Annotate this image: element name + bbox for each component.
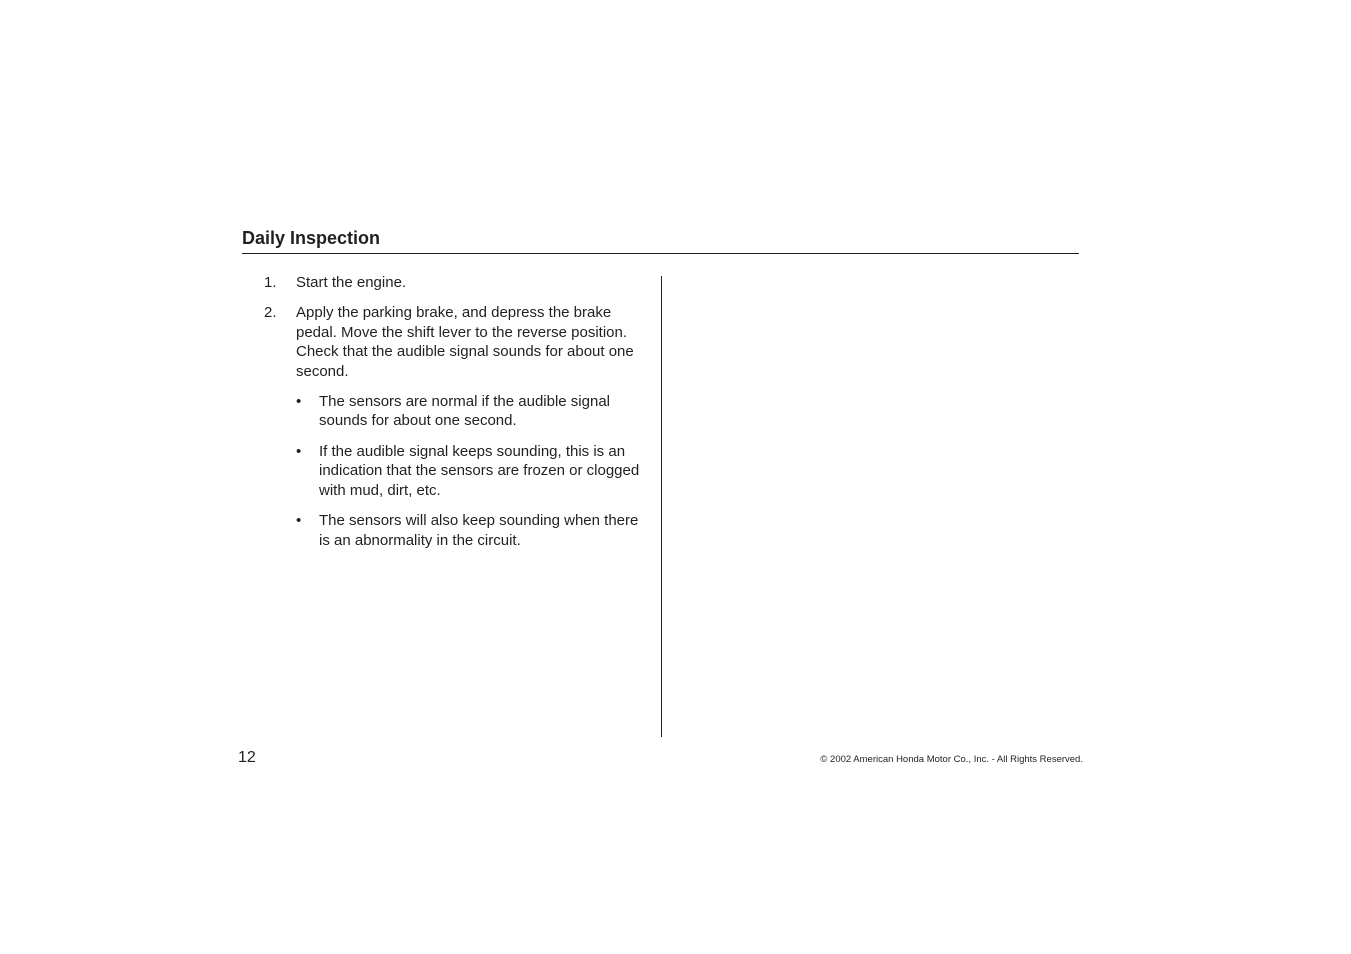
note-item bbox=[296, 392, 642, 431]
bullet-icon: • bbox=[296, 442, 302, 460]
bullet-icon: • bbox=[296, 512, 302, 529]
step-text: Start the engine. bbox=[296, 274, 407, 291]
step-item bbox=[242, 273, 642, 293]
inspection-steps bbox=[242, 273, 642, 561]
section-title: Daily Inspection bbox=[242, 228, 381, 248]
page-number: 12 bbox=[238, 749, 256, 766]
note-item bbox=[296, 442, 642, 501]
step-number: 2. bbox=[264, 304, 277, 321]
note-text: The sensors are normal if the audible signal sounds for about one second. bbox=[319, 392, 610, 429]
title-underline bbox=[242, 253, 1079, 254]
step-notes bbox=[296, 392, 642, 551]
column-divider bbox=[661, 276, 662, 737]
copyright-notice: © 2002 American Honda Motor Co., Inc. - All Rights Reserved. bbox=[820, 754, 1083, 765]
step-number: 1. bbox=[264, 274, 277, 291]
note-text: If the audible signal keeps sounding, this is an indication that the sensors are frozen or clogged with mud, dirt, etc. bbox=[319, 442, 640, 499]
bullet-icon: • bbox=[296, 392, 302, 410]
note-item bbox=[296, 511, 642, 550]
step-item bbox=[242, 303, 642, 550]
step-text: Apply the parking brake, and depress the brake pedal. Move the shift lever to the reverse position. Check that the audible signal sounds for about one second. bbox=[296, 304, 634, 380]
note-text: The sensors will also keep sounding when there is an abnormality in the circuit. bbox=[319, 512, 639, 549]
